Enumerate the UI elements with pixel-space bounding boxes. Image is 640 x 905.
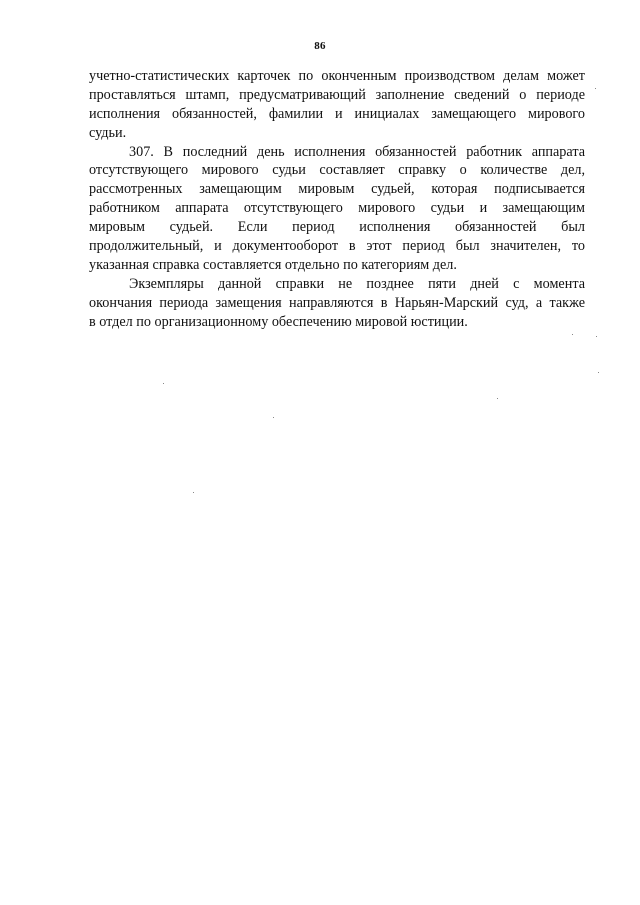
- page-number: 86: [314, 40, 326, 52]
- text-line: рассмотренных замещающим мировым судьей, которая подписывается: [89, 181, 585, 198]
- scan-speck: [596, 336, 597, 337]
- scan-speck: [595, 88, 596, 89]
- scan-speck: [163, 383, 164, 384]
- document-body: [89, 67, 585, 331]
- text-line: судьи.: [89, 124, 127, 141]
- text-line: окончания периода замещения направляются в Нарьян-Марский суд, а также: [89, 294, 585, 311]
- text-line: мировым судьей. Если период исполнения обязанностей был: [89, 219, 585, 236]
- text-line: проставляться штамп, предусматривающий заполнение сведений о периоде: [89, 86, 585, 103]
- text-line: указанная справка составляется отдельно по категориям дел.: [89, 256, 457, 273]
- scan-speck: [572, 334, 573, 335]
- text-line: учетно-статистических карточек по оконченным производством делам может: [89, 68, 585, 84]
- text-line: Экземпляры данной справки не позднее пяти дней с момента: [129, 275, 585, 292]
- text-line: в отдел по организационному обеспечению мировой юстиции.: [89, 313, 468, 330]
- scan-speck: [598, 372, 599, 373]
- scan-speck: [193, 492, 194, 493]
- text-line: исполнения обязанностей, фамилии и инициалах замещающего мирового: [89, 105, 585, 122]
- text-line: работником аппарата отсутствующего мирового судьи и замещающим: [89, 200, 585, 217]
- scan-speck: [273, 417, 274, 418]
- text-line: 307. В последний день исполнения обязанностей работник аппарата: [129, 143, 585, 160]
- text-line: отсутствующего мирового судьи составляет справку о количестве дел,: [89, 162, 585, 179]
- scan-speck: [497, 398, 498, 399]
- text-line: продолжительный, и документооборот в этот период был значителен, то: [89, 238, 585, 255]
